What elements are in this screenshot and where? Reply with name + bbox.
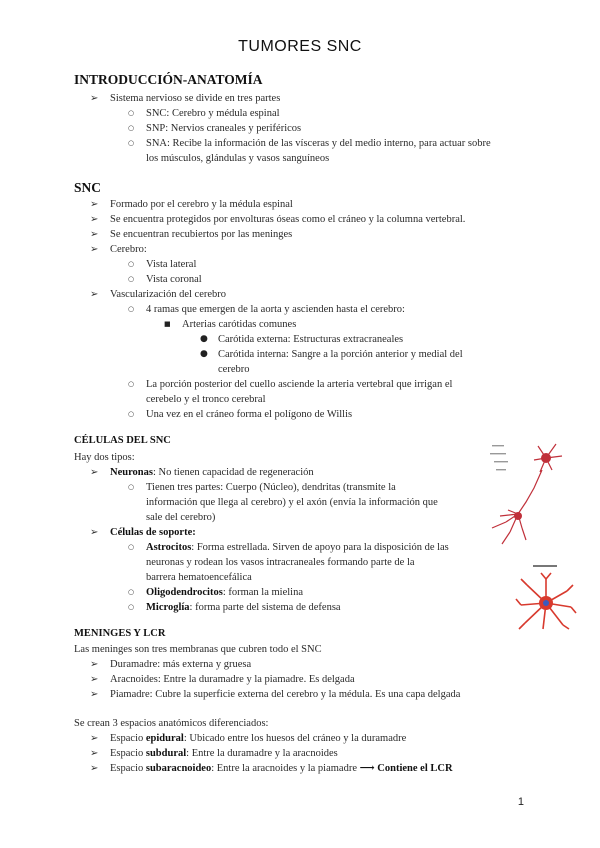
astro-line-1: Astrocitos: Forma estrellada. Sirven de apoyo para la disposición de las (146, 542, 449, 553)
arrow-bullet-icon: ➢ (90, 674, 99, 685)
neuron-illustration (486, 436, 572, 556)
snc-item-3: Se encuentran recubiertos por las meninges (110, 229, 293, 240)
circle-bullet-icon: ○ (128, 275, 135, 283)
oligo-line: Oligodendrocitos: forman la mielina (146, 587, 303, 598)
page-number: 1 (517, 796, 524, 808)
circle-bullet-icon: ○ (128, 305, 135, 313)
espacio-epidural: Espacio epidural: Ubicado entre los huesos del cráneo y la duramadre (110, 733, 407, 744)
snc-vasc: Vascularización del cerebro (110, 289, 227, 300)
neuronas-sub-3: sale del cerebro) (146, 512, 216, 523)
intro-sub-2: SNP: Nervios craneales y periféricos (146, 123, 302, 134)
intro-item: Sistema nervioso se divide en tres partes (110, 93, 281, 104)
meninges-heading: MENINGES Y LCR (74, 628, 166, 639)
dot-bullet-icon: ● (200, 334, 208, 344)
circle-bullet-icon: ○ (128, 124, 135, 132)
snc-item-4: Cerebro: (110, 244, 147, 255)
circle-bullet-icon: ○ (128, 588, 135, 596)
vasc-sub-1: 4 ramas que emergen de la aorta y ascienden hasta el cerebro: (146, 304, 405, 315)
arrow-bullet-icon: ➢ (90, 289, 99, 300)
circle-bullet-icon: ○ (128, 139, 135, 147)
arrow-bullet-icon: ➢ (90, 199, 99, 210)
arrow-bullet-icon: ➢ (90, 93, 99, 104)
arrow-bullet-icon: ➢ (90, 733, 99, 744)
arrow-bullet-icon: ➢ (90, 689, 99, 700)
snc-item-1: Formado por el cerebro y la médula espinal (110, 199, 293, 210)
celulas-heading: CÉLULAS DEL SNC (74, 435, 171, 446)
intro-sub-1: SNC: Cerebro y médula espinal (146, 108, 280, 119)
arrow-bullet-icon: ➢ (90, 467, 99, 478)
snc-heading: SNC (74, 180, 102, 195)
intro-sub-3-cont: los músculos, glándulas y vasos sanguíneos (146, 153, 330, 164)
dot-bullet-icon: ● (200, 349, 208, 359)
micro-line: Microglía: forma parte del sistema de defensa (146, 602, 341, 613)
circle-bullet-icon: ○ (128, 483, 135, 491)
astro-line-3: barrera hematoencefálica (146, 572, 252, 583)
neuronas-sub-2: información que llega al cerebro) y el axón (envía la información que (146, 497, 438, 508)
snc-item-2: Se encuentra protegidos por envolturas óseas como el cráneo y la columna vertebral. (110, 214, 466, 225)
arrow-right-icon: ⟶ (359, 763, 375, 774)
vasc-dot-2-cont: cerebro (218, 364, 250, 375)
glial-cell-illustration (515, 565, 577, 633)
arrow-bullet-icon: ➢ (90, 748, 99, 759)
espacio-subaracnoideo: Espacio subaracnoideo: Entre la aracnoides y la piamadre ⟶ Contiene el LCR (110, 763, 453, 774)
soporte-item: Células de soporte: (110, 527, 196, 538)
meninges-intro: Las meninges son tres membranas que cubren todo el SNC (74, 644, 322, 655)
meninges-item-2: Aracnoides: Entre la duramadre y la piamadre. Es delgada (110, 674, 355, 685)
intro-sub-3: SNA: Recibe la información de las vísceras y del medio interno, para actuar sobre (146, 138, 491, 149)
square-bullet-icon: ■ (164, 320, 171, 328)
arrow-bullet-icon: ➢ (90, 659, 99, 670)
circle-bullet-icon: ○ (128, 380, 135, 388)
meninges-item-1: Duramadre: más externa y gruesa (110, 659, 252, 670)
vasc-sub-3: Una vez en el cráneo forma el polígono de Willis (146, 409, 353, 420)
arrow-bullet-icon: ➢ (90, 527, 99, 538)
circle-bullet-icon: ○ (128, 260, 135, 268)
arrow-bullet-icon: ➢ (90, 214, 99, 225)
vasc-dot-1: Carótida externa: Estructuras extracraneales (218, 334, 404, 345)
meninges-item-3: Piamadre: Cubre la superficie externa del cerebro y la médula. Es una capa delgada (110, 689, 461, 700)
page-title: TUMORES SNC (238, 38, 362, 55)
circle-bullet-icon: ○ (128, 603, 135, 611)
cerebro-sub-2: Vista coronal (146, 274, 202, 285)
espacio-subdural: Espacio subdural: Entre la duramadre y la aracnoides (110, 748, 338, 759)
astro-line-2: neuronas y rodean los vasos intracraneales formando parte de la (146, 557, 415, 568)
circle-bullet-icon: ○ (128, 410, 135, 418)
circle-bullet-icon: ○ (128, 543, 135, 551)
circle-bullet-icon: ○ (128, 109, 135, 117)
espacios-intro: Se crean 3 espacios anatómicos diferenciados: (74, 718, 269, 729)
vasc-square-item: Arterias carótidas comunes (182, 319, 297, 330)
arrow-bullet-icon: ➢ (90, 763, 99, 774)
vasc-sub-2: La porción posterior del cuello asciende la arteria vertebral que irrigan el (146, 379, 453, 390)
neuronas-sub-1: Tienen tres partes: Cuerpo (Núcleo), dendritas (transmite la (146, 482, 396, 493)
vasc-dot-2: Carótida interna: Sangre a la porción anterior y medial del (218, 349, 463, 360)
cerebro-sub-1: Vista lateral (146, 259, 197, 270)
intro-heading: INTRODUCCIÓN-ANATOMÍA (74, 72, 263, 87)
celulas-intro: Hay dos tipos: (74, 452, 135, 463)
arrow-bullet-icon: ➢ (90, 244, 99, 255)
neuronas-item: Neuronas: No tienen capacidad de regeneración (110, 467, 314, 478)
arrow-bullet-icon: ➢ (90, 229, 99, 240)
vasc-sub-2-cont: cerebelo y el tronco cerebral (146, 394, 266, 405)
